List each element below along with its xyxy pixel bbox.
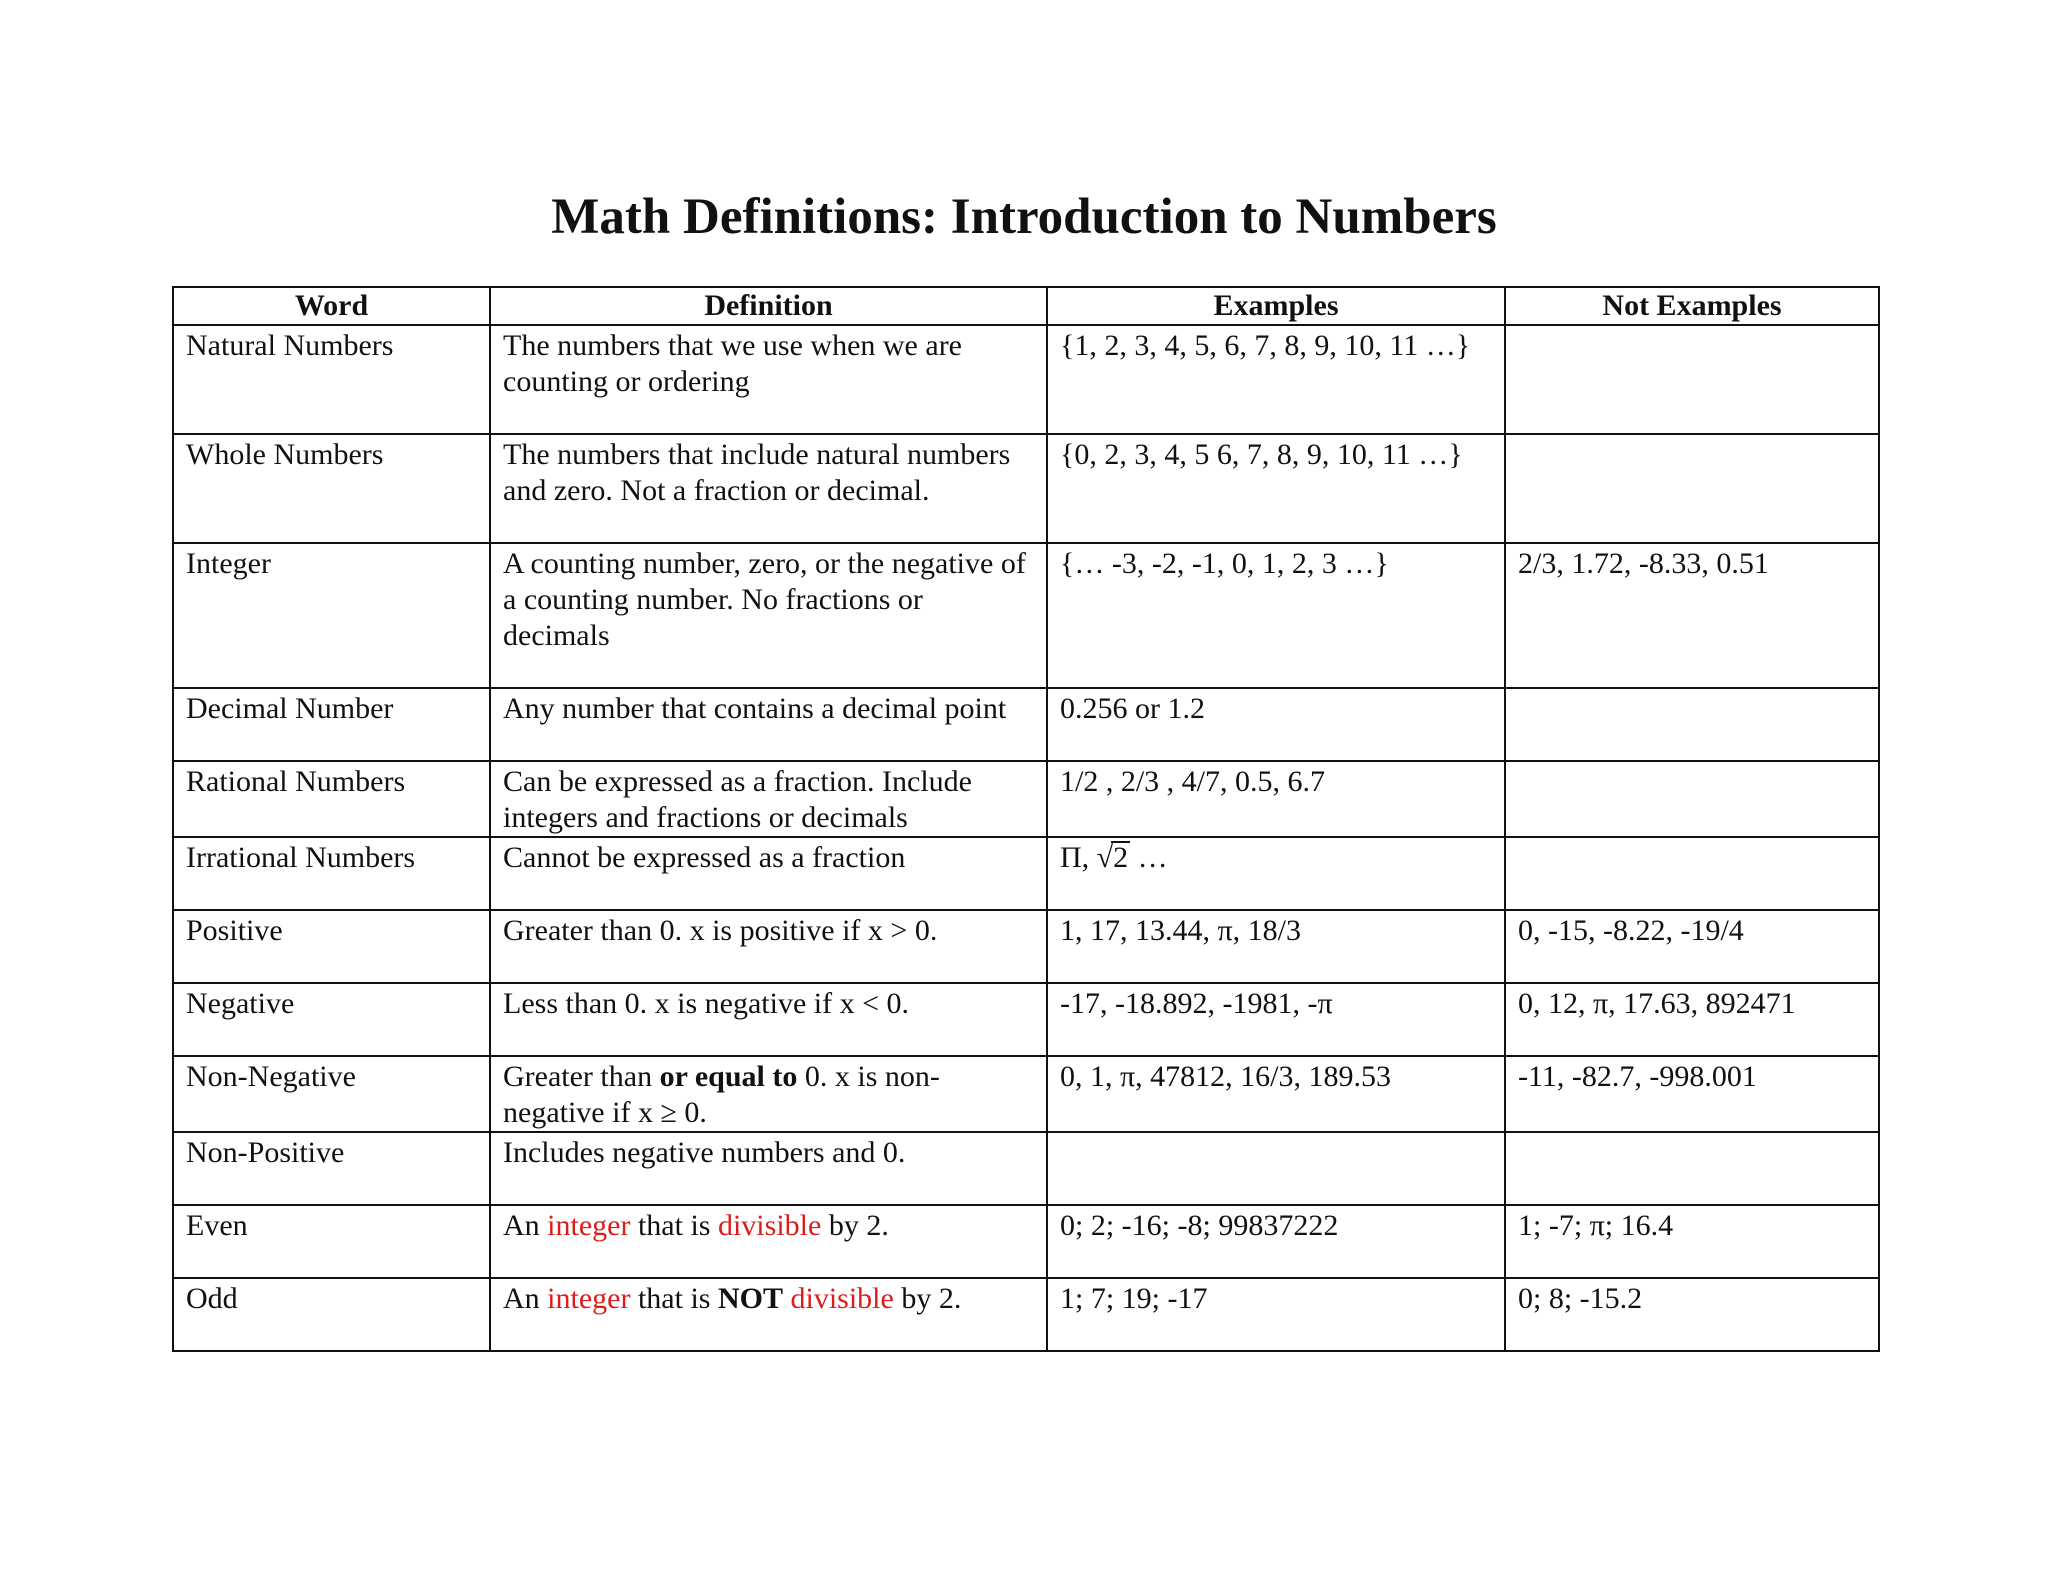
table-row — [173, 910, 1879, 983]
definition-cell: Less than 0. x is negative if x < 0. — [490, 983, 1047, 1056]
not-examples-cell — [1505, 688, 1879, 761]
definition-cell: Can be expressed as a fraction. Include integers and fractions or decimals — [490, 761, 1047, 837]
definition-emphasis: or equal to — [659, 1060, 798, 1093]
header-row — [173, 287, 1879, 325]
definition-cell: Cannot be expressed as a fraction — [490, 837, 1047, 910]
not-examples-cell — [1505, 837, 1879, 910]
word-cell: Rational Numbers — [173, 761, 490, 837]
examples-suffix: … — [1130, 841, 1168, 874]
highlight-term: divisible — [790, 1282, 894, 1315]
table-row — [173, 688, 1879, 761]
examples-cell: 1; 7; 19; -17 — [1047, 1278, 1505, 1351]
table-row — [173, 543, 1879, 688]
table-row — [173, 761, 1879, 837]
examples-cell: {… -3, -2, -1, 0, 1, 2, 3 …} — [1047, 543, 1505, 688]
table-row — [173, 1132, 1879, 1205]
definition-text: that is — [630, 1282, 718, 1315]
not-examples-cell — [1505, 761, 1879, 837]
not-examples-cell — [1505, 434, 1879, 543]
definition-cell: The numbers that we use when we are counting or ordering — [490, 325, 1047, 434]
not-examples-cell — [1505, 325, 1879, 434]
definition-cell — [490, 1278, 1047, 1351]
not-examples-cell: 0, 12, π, 17.63, 892471 — [1505, 983, 1879, 1056]
table-row — [173, 325, 1879, 434]
word-cell: Positive — [173, 910, 490, 983]
table-row — [173, 1205, 1879, 1278]
definition-cell: The numbers that include natural numbers and zero. Not a fraction or decimal. — [490, 434, 1047, 543]
definitions-table — [172, 286, 1880, 1352]
not-examples-cell: -11, -82.7, -998.001 — [1505, 1056, 1879, 1132]
highlight-term: divisible — [717, 1209, 822, 1242]
examples-cell: 0; 2; -16; -8; 99837222 — [1047, 1205, 1505, 1278]
header-word: Word — [173, 287, 490, 325]
header-examples: Examples — [1047, 287, 1505, 325]
word-cell: Natural Numbers — [173, 325, 490, 434]
not-examples-cell: 0, -15, -8.22, -19/4 — [1505, 910, 1879, 983]
table-row — [173, 983, 1879, 1056]
definition-text: by 2. — [893, 1282, 962, 1315]
word-cell: Non-Negative — [173, 1056, 490, 1132]
examples-cell: {1, 2, 3, 4, 5, 6, 7, 8, 9, 10, 11 …} — [1047, 325, 1505, 434]
definition-cell: A counting number, zero, or the negative of a counting number. No fractions or decimals — [490, 543, 1047, 688]
word-cell: Whole Numbers — [173, 434, 490, 543]
header-definition: Definition — [490, 287, 1047, 325]
definition-text: An — [503, 1209, 548, 1242]
table-row — [173, 1278, 1879, 1351]
header-not-examples: Not Examples — [1505, 287, 1879, 325]
examples-cell: 0.256 or 1.2 — [1047, 688, 1505, 761]
examples-cell: 1/2 , 2/3 , 4/7, 0.5, 6.7 — [1047, 761, 1505, 837]
not-examples-cell — [1505, 1132, 1879, 1205]
table-row — [173, 837, 1879, 910]
table-row — [173, 434, 1879, 543]
definition-cell — [490, 1205, 1047, 1278]
examples-cell: 1, 17, 13.44, π, 18/3 — [1047, 910, 1505, 983]
word-cell: Negative — [173, 983, 490, 1056]
examples-cell: -17, -18.892, -1981, -π — [1047, 983, 1505, 1056]
word-cell: Even — [173, 1205, 490, 1278]
table-row — [173, 1056, 1879, 1132]
word-cell: Non-Positive — [173, 1132, 490, 1205]
not-examples-cell: 1; -7; π; 16.4 — [1505, 1205, 1879, 1278]
definition-emphasis: NOT — [717, 1282, 783, 1315]
examples-prefix: Π, √ — [1060, 841, 1114, 874]
definition-cell: Any number that contains a decimal point — [490, 688, 1047, 761]
not-examples-cell: 0; 8; -15.2 — [1505, 1278, 1879, 1351]
word-cell: Odd — [173, 1278, 490, 1351]
highlight-term: integer — [547, 1209, 631, 1242]
definition-cell: Greater than 0. x is positive if x > 0. — [490, 910, 1047, 983]
definition-text: 0. x is non-negative if x ≥ 0. — [503, 1060, 940, 1129]
examples-cell: 0, 1, π, 47812, 16/3, 189.53 — [1047, 1056, 1505, 1132]
not-examples-cell: 2/3, 1.72, -8.33, 0.51 — [1505, 543, 1879, 688]
definition-cell — [490, 1056, 1047, 1132]
definition-text: that is — [630, 1209, 718, 1242]
page-title: Math Definitions: Introduction to Numbers — [551, 189, 1497, 245]
definition-text: An — [503, 1282, 548, 1315]
definition-text: Greater than — [503, 1060, 660, 1093]
word-cell: Irrational Numbers — [173, 837, 490, 910]
examples-cell — [1047, 837, 1505, 910]
highlight-term: integer — [547, 1282, 631, 1315]
sqrt-radicand: 2 — [1113, 841, 1129, 874]
examples-cell: {0, 2, 3, 4, 5 6, 7, 8, 9, 10, 11 …} — [1047, 434, 1505, 543]
word-cell: Integer — [173, 543, 490, 688]
definition-cell: Includes negative numbers and 0. — [490, 1132, 1047, 1205]
examples-cell — [1047, 1132, 1505, 1205]
definition-text: by 2. — [821, 1209, 889, 1242]
word-cell: Decimal Number — [173, 688, 490, 761]
